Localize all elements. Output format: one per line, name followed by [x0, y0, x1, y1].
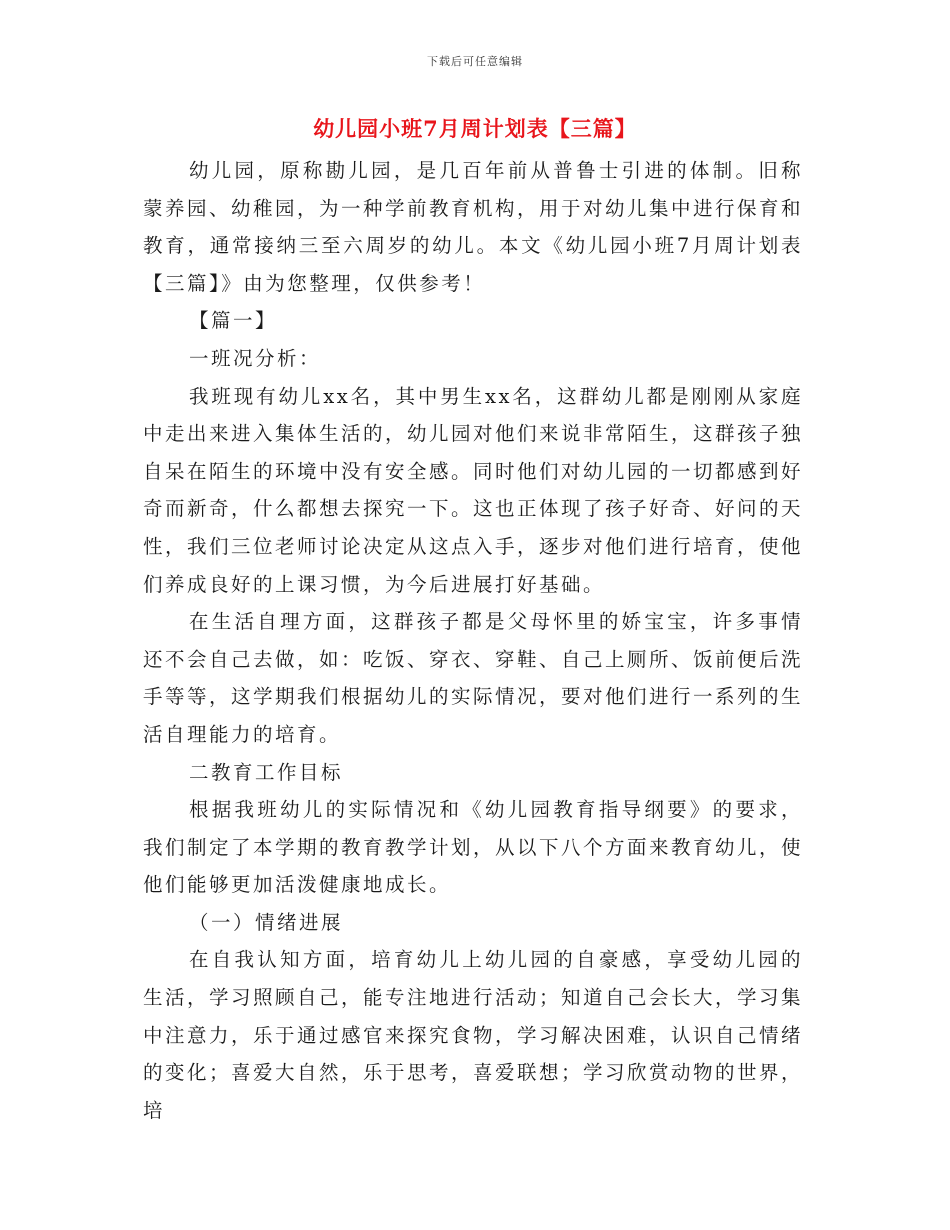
- document-title: 幼儿园小班7月周计划表【三篇】: [313, 116, 637, 141]
- intro-paragraph: 幼儿园，原称勘儿园，是几百年前从普鲁士引进的体制。旧称蒙养园、幼稚园，为一种学前教育机构，用于对幼儿集中进行保育和教育，通常接纳三至六周岁的幼儿。本文《幼儿园小班7月周计划表【三篇】》由为您整理，仅供参考！: [143, 159, 804, 295]
- header-note: 下载后可任意编辑: [427, 55, 523, 68]
- section-heading-class-analysis: 一班况分析：: [189, 346, 322, 370]
- emotion-paragraph: 在自我认知方面，培育幼儿上幼儿园的自豪感，享受幼儿园的生活，学习照顾自己，能专注地进行活动；知道自己会长大，学习集中注意力，乐于通过感官来探究食物，学习解决困难，认识自己情绪的变化；喜爱大自然，乐于思考，喜爱联想；学习欣赏动物的世界，培: [143, 948, 804, 1122]
- document-body: [143, 152, 803, 1129]
- education-goals-paragraph: 根据我班幼儿的实际情况和《幼儿园教育指导纲要》的要求，我们制定了本学期的教育教学计划，从以下八个方面来教育幼儿，使他们能够更加活泼健康地成长。: [143, 798, 804, 897]
- section-heading-education-goals: 二教育工作目标: [189, 760, 344, 784]
- subsection-heading-emotion: （一）情绪进展: [189, 910, 344, 934]
- class-analysis-paragraph: 我班现有幼儿xx名，其中男生xx名，这群幼儿都是刚刚从家庭中走出来进入集体生活的，幼儿园对他们来说非常陌生，这群孩子独自呆在陌生的环境中没有安全感。同时他们对幼儿园的一切都感到好奇而新奇，什么都想去探究一下。这也正体现了孩子好奇、好问的天性，我们三位老师讨论决定从这点入手，逐步对他们进行培育，使他们养成良好的上课习惯，为今后进展打好基础。: [143, 384, 804, 596]
- section-heading-part-one: 【篇一】: [189, 309, 278, 333]
- self-care-paragraph: 在生活自理方面，这群孩子都是父母怀里的娇宝宝，许多事情还不会自己去做，如：吃饭、穿衣、穿鞋、自己上厕所、饭前便后洗手等等，这学期我们根据幼儿的实际情况，要对他们进行一系列的生活自理能力的培育。: [143, 610, 804, 746]
